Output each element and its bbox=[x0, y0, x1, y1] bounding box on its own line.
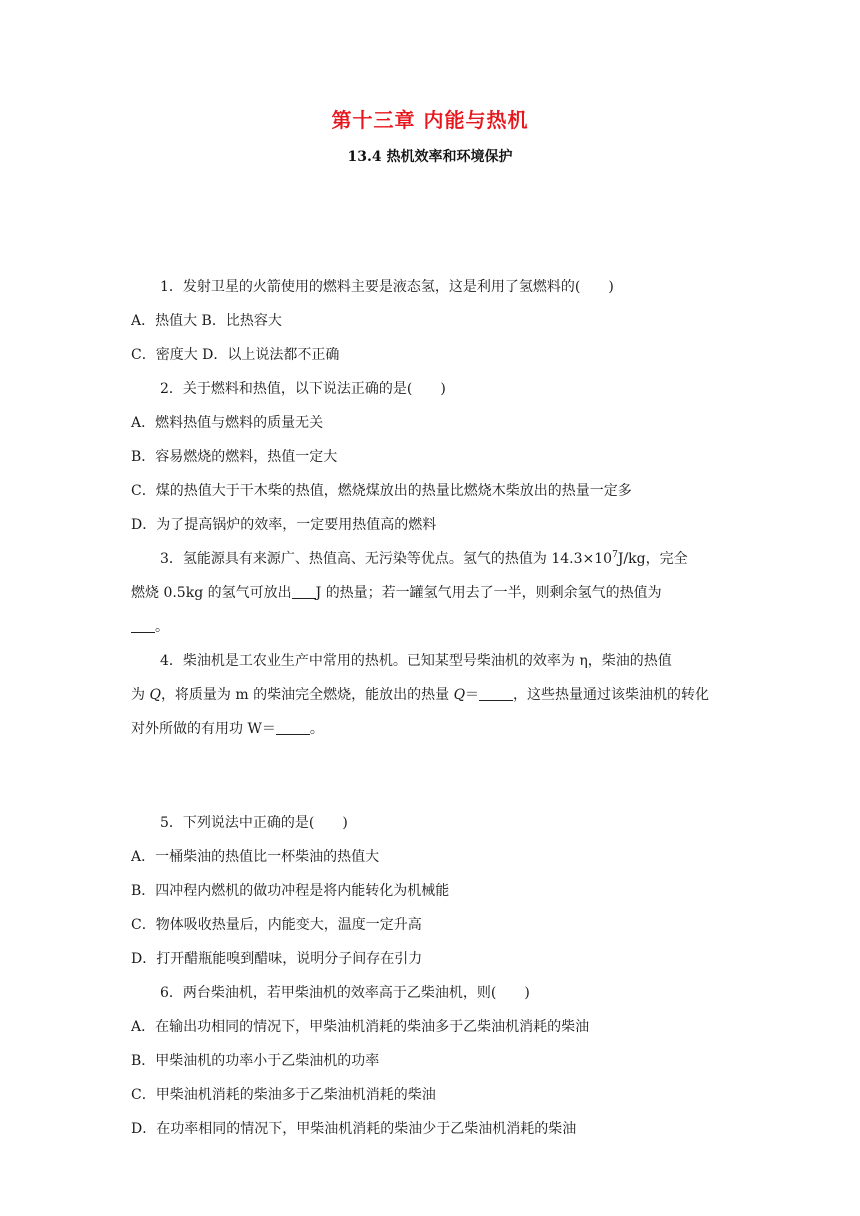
q3-text: 燃烧 0.5kg 的氢气可放出 bbox=[131, 585, 292, 601]
q3-line-1 bbox=[160, 549, 760, 569]
q2-option-a: A．燃料热值与燃料的质量无关 bbox=[131, 415, 324, 431]
q5-stem: 5．下列说法中正确的是( ) bbox=[160, 815, 348, 831]
q4-text: 对外所做的有用功 W＝ bbox=[131, 721, 276, 737]
answer-blank[interactable] bbox=[276, 720, 310, 735]
q1-options-cd: C．密度大 D．以上说法都不正确 bbox=[131, 347, 340, 363]
q3-line-2 bbox=[131, 583, 731, 603]
q4-text: 为 bbox=[131, 687, 150, 703]
q5-option-a: A．一桶柴油的热值比一杯柴油的热值大 bbox=[131, 849, 380, 865]
q6-option-d: D．在功率相同的情况下，甲柴油机消耗的柴油少于乙柴油机消耗的柴油 bbox=[131, 1121, 577, 1137]
answer-blank[interactable] bbox=[479, 686, 513, 701]
q6-option-c: C．甲柴油机消耗的柴油多于乙柴油机消耗的柴油 bbox=[131, 1087, 436, 1103]
q1-options-ab: A．热值大 B．比热容大 bbox=[131, 313, 282, 329]
q5-option-b: B．四冲程内燃机的做功冲程是将内能转化为机械能 bbox=[131, 883, 450, 899]
q4-line-3 bbox=[131, 719, 731, 739]
q3-text: J 的热量；若一罐氢气用去了一半，则剩余氢气的热值为 bbox=[315, 585, 662, 601]
q4-text: ，这些热量通过该柴油机的转化 bbox=[513, 687, 710, 703]
q2-stem: 2．关于燃料和热值，以下说法正确的是( ) bbox=[160, 381, 446, 397]
q6-stem: 6．两台柴油机，若甲柴油机的效率高于乙柴油机，则( ) bbox=[160, 985, 530, 1001]
q4-symbol: Q bbox=[453, 687, 466, 703]
q3-exponent: 7 bbox=[612, 550, 618, 560]
q4-text: 。 bbox=[309, 721, 324, 737]
q4-text: ，将质量为 m 的柴油完全燃烧，能放出的热量 bbox=[160, 687, 454, 703]
answer-blank[interactable] bbox=[292, 584, 316, 599]
q5-option-d: D．打开醋瓶能嗅到醋味，说明分子间存在引力 bbox=[131, 951, 423, 967]
q3-text: 。 bbox=[155, 619, 169, 635]
q3-unit: J/kg，完全 bbox=[617, 551, 688, 567]
q4-line-1: 4．柴油机是工农业生产中常用的热机。已知某型号柴油机的效率为 η，柴油的热值 bbox=[160, 653, 672, 669]
answer-blank[interactable] bbox=[131, 618, 155, 633]
q4-line-2 bbox=[131, 685, 731, 705]
q5-option-c: C．物体吸收热量后，内能变大，温度一定升高 bbox=[131, 917, 422, 933]
section-subtitle: 13.4 热机效率和环境保护 bbox=[347, 149, 513, 165]
q2-option-d: D．为了提高锅炉的效率，一定要用热值高的燃料 bbox=[131, 517, 437, 533]
q4-symbol: Q bbox=[149, 687, 161, 703]
q6-option-b: B．甲柴油机的功率小于乙柴油机的功率 bbox=[131, 1053, 380, 1069]
q3-line-3 bbox=[131, 617, 731, 637]
q2-option-b: B．容易燃烧的燃料，热值一定大 bbox=[131, 449, 338, 465]
q3-text: 3．氢能源具有来源广、热值高、无污染等优点。氢气的热值为 14.3×10 bbox=[160, 551, 613, 567]
chapter-title: 第十三章 内能与热机 bbox=[331, 108, 529, 132]
q1-stem: 1．发射卫星的火箭使用的燃料主要是液态氢，这是利用了氢燃料的( ) bbox=[160, 279, 614, 295]
q4-text: ＝ bbox=[465, 687, 480, 703]
q6-option-a: A．在输出功相同的情况下，甲柴油机消耗的柴油多于乙柴油机消耗的柴油 bbox=[131, 1019, 590, 1035]
q2-option-c: C．煤的热值大于干木柴的热值，燃烧煤放出的热量比燃烧木柴放出的热量一定多 bbox=[131, 483, 632, 499]
